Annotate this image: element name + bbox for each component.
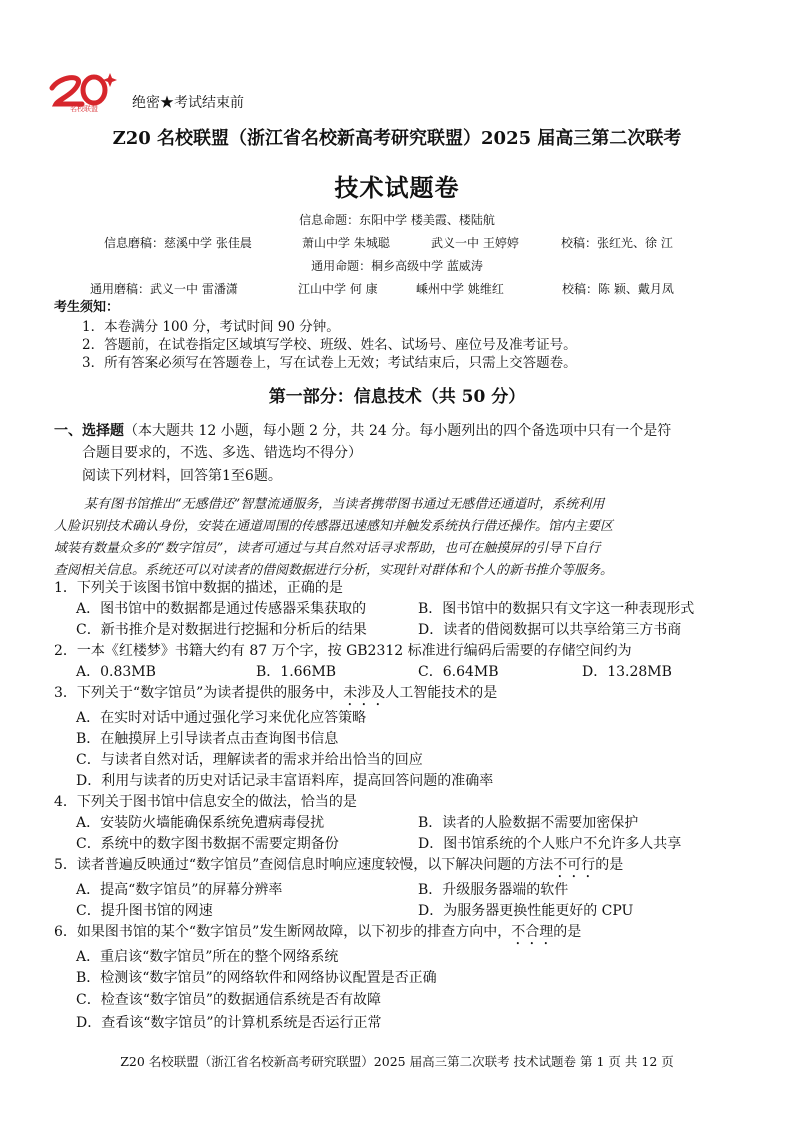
q5-option-b: B．升级服务器端的软件 bbox=[418, 882, 569, 898]
notice-item: 3．所有答案必须写在答题卷上，写在试卷上无效；考试结束后，只需上交答题卷。 bbox=[82, 355, 577, 371]
notice-item: 1．本卷满分 100 分，考试时间 90 分钟。 bbox=[82, 319, 340, 335]
q6-option-d: D．查看该“数字馆员”的计算机系统是否运行正常 bbox=[76, 1015, 382, 1031]
q4-option-c: C．系统中的数字图书数据不需要定期备份 bbox=[76, 836, 339, 852]
credit-line-1: 信息命题：东阳中学 楼美霞、楼陆航 bbox=[299, 213, 495, 227]
notice-item: 2．答题前，在试卷指定区域填写学校、班级、姓名、试场号、座位号及准考证号。 bbox=[82, 337, 577, 353]
q3-stem-emphasis: 未涉及 bbox=[343, 685, 386, 701]
part-label: 一、选择题 bbox=[54, 423, 124, 439]
credit-line-2b: 萧山中学 朱城聪 bbox=[302, 236, 390, 250]
question-3-stem bbox=[54, 682, 497, 709]
part-desc-2: 合题目要求的，不选、多选、错选均不得分） bbox=[82, 445, 362, 461]
credit-line-3: 通用命题：桐乡高级中学 蓝威涛 bbox=[311, 259, 483, 273]
logo-graphic bbox=[48, 70, 128, 112]
q3-option-d: D．利用与读者的历史对话记录丰富语料库，提高回答问题的准确率 bbox=[76, 773, 494, 789]
q1-option-b: B．图书馆中的数据只有文字这一种表现形式 bbox=[418, 601, 695, 617]
passage-line: 某有图书馆推出“无感借还”智慧流通服务，当读者携带图书通过无感借还通道时，系统利用 bbox=[84, 497, 605, 512]
q5-stem-pre: 5．读者普遍反映通过“数字馆员”查阅信息时响应速度较慢，以下解决问题的方法 bbox=[54, 857, 554, 873]
passage-line: 查阅相关信息。系统还可以对读者的借阅数据进行分析，实现针对群体和个人的新书推介等服务。 bbox=[54, 563, 614, 578]
part-desc: （本大题共 12 小题，每小题 2 分，共 24 分。每小题列出的四个备选项中只有一个是符 bbox=[124, 423, 672, 439]
q4-option-a: A．安装防火墙能确保系统免遭病毒侵扰 bbox=[76, 815, 325, 831]
q4-option-b: B．读者的人脸数据不需要加密保护 bbox=[418, 815, 639, 831]
notice-heading: 考生须知： bbox=[54, 300, 120, 315]
z20-logo bbox=[48, 70, 128, 112]
q5-stem-post: 的是 bbox=[595, 857, 624, 873]
q2-option-c: C．6.64MB bbox=[418, 664, 499, 680]
credit-line-2c: 武义一中 王婷婷 bbox=[431, 236, 519, 250]
q3-option-c: C．与读者自然对话，理解读者的需求并给出恰当的回应 bbox=[76, 752, 423, 768]
q3-option-a: A．在实时对话中通过强化学习来优化应答策略 bbox=[76, 710, 367, 726]
passage-line: 人脸识别技术确认身份，安装在通道周围的传感器迅速感知并触发系统执行借还操作。馆内主要区 bbox=[54, 519, 614, 534]
question-5-stem bbox=[54, 854, 623, 881]
credit-line-4a: 通用磨稿：武义一中 雷潘潇 bbox=[90, 282, 238, 296]
credit-line-4c: 嵊州中学 姚维红 bbox=[416, 282, 504, 296]
credit-line-2d: 校稿：张红光、徐 江 bbox=[561, 236, 673, 250]
q1-option-c: C．新书推介是对数据进行挖掘和分析后的结果 bbox=[76, 622, 367, 638]
part-heading bbox=[54, 420, 671, 440]
q6-option-c: C．检查该“数字馆员”的数据通信系统是否有故障 bbox=[76, 992, 382, 1008]
q6-stem-post: 的是 bbox=[553, 924, 582, 940]
q6-option-a: A．重启该“数字馆员”所在的整个网络系统 bbox=[76, 949, 339, 965]
logo-text: 名校联盟 bbox=[70, 105, 98, 112]
read-hint: 阅读下列材料，回答第1至6题。 bbox=[82, 468, 282, 484]
credit-line-4d: 校稿：陈 颖、戴月凤 bbox=[562, 282, 674, 296]
q3-option-b: B．在触摸屏上引导读者点击查询图书信息 bbox=[76, 731, 339, 747]
q5-option-a: A．提高“数字馆员”的屏幕分辨率 bbox=[76, 882, 283, 898]
question-1-stem: 1．下列关于该图书馆中数据的描述，正确的是 bbox=[54, 580, 343, 596]
q5-stem-emphasis: 不可行 bbox=[553, 857, 596, 873]
q1-option-a: A．图书馆中的数据都是通过传感器采集获取的 bbox=[76, 601, 367, 617]
q1-option-d: D．读者的借阅数据可以共享给第三方书商 bbox=[418, 622, 682, 638]
q2-option-d: D．13.28MB bbox=[582, 664, 672, 680]
q2-option-a: A．0.83MB bbox=[76, 664, 156, 680]
q2-option-b: B．1.66MB bbox=[256, 664, 337, 680]
section-title: 第一部分：信息技术（共 50 分） bbox=[268, 387, 526, 407]
q3-stem-post: 人工智能技术的是 bbox=[385, 685, 498, 701]
credit-line-2a: 信息磨稿：慈溪中学 张佳晨 bbox=[104, 236, 252, 250]
subject-title: 技术试题卷 bbox=[334, 173, 460, 202]
question-4-stem: 4．下列关于图书馆中信息安全的做法，恰当的是 bbox=[54, 794, 357, 810]
q3-stem-pre: 3．下列关于“数字馆员”为读者提供的服务中， bbox=[54, 685, 344, 701]
secret-label: 绝密★考试结束前 bbox=[132, 95, 244, 111]
q6-stem-emphasis: 不合理 bbox=[511, 924, 554, 940]
page-footer: Z20 名校联盟（浙江省名校新高考研究联盟）2025 届高三第二次联考 技术试题卷 第 1 页 共 12 页 bbox=[120, 1054, 674, 1069]
q5-option-d: D．为服务器更换性能更好的 CPU bbox=[418, 903, 634, 919]
credit-line-4b: 江山中学 何 康 bbox=[298, 282, 378, 296]
question-2-stem: 2．一本《红楼梦》书籍大约有 87 万个字，按 GB2312 标准进行编码后需要的存储空间约为 bbox=[54, 643, 632, 659]
exam-title: Z20 名校联盟（浙江省名校新高考研究联盟）2025 届高三第二次联考 bbox=[112, 128, 682, 149]
question-6-stem bbox=[54, 921, 581, 948]
passage-line: 域装有数量众多的“数字馆员”，读者可通过与其自然对话寻求帮助，也可在触摸屏的引导下自行 bbox=[54, 541, 601, 556]
q6-option-b: B．检测该“数字馆员”的网络软件和网络协议配置是否正确 bbox=[76, 970, 437, 986]
q5-option-c: C．提升图书馆的网速 bbox=[76, 903, 213, 919]
q6-stem-pre: 6．如果图书馆的某个“数字馆员”发生断网故障，以下初步的排查方向中， bbox=[54, 924, 512, 940]
q4-option-d: D．图书馆系统的个人账户不允许多人共享 bbox=[418, 836, 682, 852]
